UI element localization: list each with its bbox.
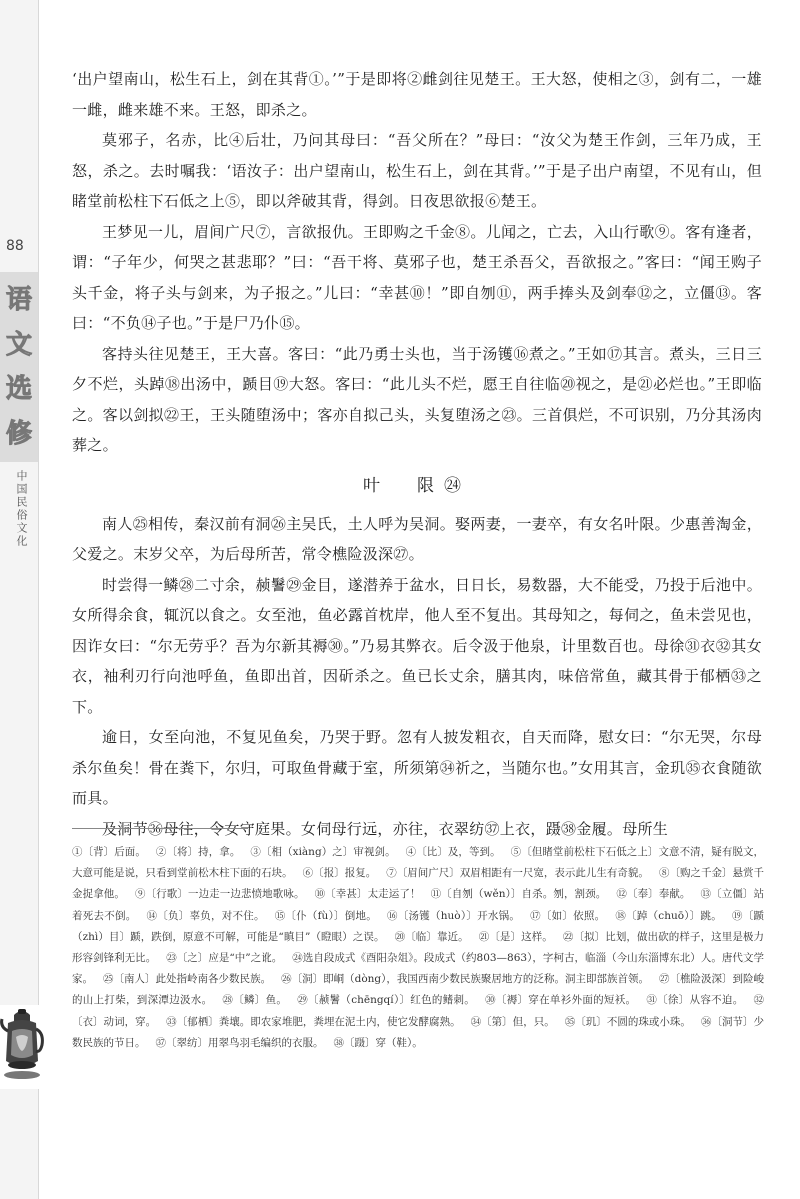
footnote-item: ⑰〔如〕依照。 (530, 909, 606, 922)
footnote-item: ㉝〔郁栖〕粪壤。即农家堆肥，粪埋在泥土内，使它发酵腐熟。 (166, 1015, 461, 1028)
footnote-item: ㉞〔第〕但，只。 (470, 1015, 555, 1028)
paragraph: 南人㉕相传，秦汉前有洞㉖主吴氏，土人呼为吴洞。娶两妻，一妻卒，有女名叶限。少惠善淘金，父爱之。末岁父卒，为后母所苦，常令樵险汲深㉗。 (72, 514, 762, 563)
footnote-item: ①〔背〕后面。 (72, 846, 146, 858)
footnote-item: ㊳〔蹑〕穿（鞋）。 (333, 1036, 423, 1049)
footnote-item: ⑨〔行歌〕一边走一边悲愤地歌咏。 (135, 888, 305, 901)
paragraph: 及洞节㊱母往，令女守庭果。女伺母行远，亦往，衣翠纺㊲上衣，蹑㊳金履。母所生 (102, 819, 669, 838)
paragraph: ‘出户望南山，松生石上，剑在其背①。’”于是即将②雌剑往见楚王。王大怒，使相之③，剑有二，一雄一雌，雌来雄不来。王怒，即杀之。 (72, 70, 762, 119)
paragraph: 王梦见一儿，眉间广尺⑦，言欲报仇。王即购之千金⑧。儿闻之，亡去，入山行歌⑨。客有逢者，谓：“子年少，何哭之甚悲耶？”曰：“吾干将、莫邪子也，楚王杀吾父，吾欲报之。”客曰：“闻王购子头千金，将子头与剑来，为子报之。”儿曰：“幸甚⑩！”即自刎⑪，两手捧头及剑奉⑫之，立僵⑬。客曰：“不负⑭子也。”于是尸乃仆⑮。 (72, 222, 762, 332)
teapot-icon (0, 1005, 44, 1089)
series-title-char: 修 (5, 418, 32, 449)
footnote-item: ㉖〔洞〕即峒（dòng），我国西南少数民族聚居地方的泛称。洞主即部族首领。 (281, 973, 649, 986)
footnote-item: ㉙〔赪鬐（chēngqí）〕红色的鳍刺。 (297, 994, 476, 1007)
footnote-item: ⑮〔仆（fù）〕倒地。 (274, 909, 378, 922)
footnote-item: ⑭〔负〕辜负，对不住。 (146, 909, 265, 922)
page-number: 88 (6, 238, 24, 254)
footnote-item: ㉑〔是〕这样。 (478, 930, 553, 943)
footnote-item: ④〔比〕及，等到。 (405, 846, 501, 858)
footnote-item: ⑱〔踔（chuō）〕跳。 (615, 909, 723, 922)
footnote-item: ⑧〔购之千金〕悬赏千金捉拿他。 (72, 867, 765, 901)
footnote-item: ㊲〔翠纺〕用翠鸟羽毛编织的衣服。 (155, 1036, 324, 1049)
footnote-item: ⑦〔眉间广尺〕双眉相距有一尺宽，表示此儿生有奇貌。 (386, 867, 649, 880)
footnote-item: ⑯〔汤镬（huò）〕开水锅。 (387, 909, 521, 922)
footnote-item: ㊱〔洞节〕少数民族的节日。 (72, 1015, 765, 1049)
series-title-band (0, 272, 38, 462)
series-title-char: 语 (5, 285, 32, 316)
series-subtitle: 中国民俗文化 (15, 470, 28, 548)
footnote-item: ⑥〔报〕报复。 (302, 867, 377, 880)
footnote-item: ㉚〔褥〕穿在单衫外面的短袄。 (485, 994, 637, 1007)
footnote-item: ⑬〔立僵〕站着死去不倒。 (72, 888, 765, 922)
paragraph: 客持头往见楚王，王大喜。客曰：“此乃勇士头也，当于汤镬⑯煮之。”王如⑰其言。煮头，三日三夕不烂，头踔⑱出汤中，踬目⑲大怒。客曰：“此儿头不烂，愿王自往临⑳视之，是㉑必烂也。”王即临之。客以剑拟㉒王，王头随堕汤中；客亦自拟己头，头复堕汤之㉓。三首俱烂，不可识别，乃分其汤肉葬之。 (72, 344, 762, 454)
footnote-divider (72, 828, 248, 829)
footnote-item: ㉗〔樵险汲深〕到险峻的山上打柴，到深潭边汲水。 (72, 973, 765, 1007)
margin-sidebar (0, 0, 39, 1199)
series-title-char: 文 (5, 329, 32, 360)
footnotes (72, 842, 764, 1054)
paragraph: 莫邪子，名赤，比④后壮，乃问其母曰：“吾父所在？”母曰：“汝父为楚王作剑，三年乃成，王怒，杀之。去时嘱我：‘语汝子：出户望南山，松生石上，剑在其背。’”于是子出户南望，不见有山，但睹堂前松柱下石低之上⑤，即以斧破其背，得剑。日夜思欲报⑥楚王。 (72, 131, 762, 210)
footnote-item: ㉓〔之〕应是“中”之讹。 (166, 952, 283, 965)
footnote-item: ⑳〔临〕靠近。 (394, 930, 469, 943)
footnote-item: ㉟〔玑〕不圆的珠或小珠。 (564, 1015, 691, 1028)
footnote-item: ㉒〔拟〕比划，做出砍的样子，这里是极力形容剑锋利无比。 (72, 930, 765, 965)
article-body (72, 64, 762, 844)
footnote-item: ⑫〔奉〕奉献。 (616, 888, 691, 901)
footnote-item: ⑤〔但睹堂前松柱下石低之上〕文意不清，疑有脱文，大意可能是说，只看到堂前松木柱下面的石块。 (72, 846, 765, 880)
paragraph: 时尝得一鳞㉘二寸余，赪鬐㉙金目，遂潜养于盆水，日日长，易数器，大不能受，乃投于后池中。女所得余食，辄沉以食之。女至池，鱼必露首枕岸，他人至不复出。其母知之，每伺之，鱼未尝见也，因诈女曰：“尔无劳乎？吾为尔新其褥㉚。”乃易其弊衣。后令汲于他泉，计里数百也。母徐㉛衣㉜其女衣，袖利刃行向池呼鱼，鱼即出首，因斫杀之。鱼已长丈余，膳其肉，味倍常鱼，藏其骨于郁栖㉝之下。 (72, 575, 762, 716)
footnote-item: ⑪〔自刎（wěn）〕自杀。刎，割颈。 (430, 888, 607, 901)
footnote-item: ㉘〔鳞〕鱼。 (222, 994, 288, 1007)
series-title-char: 选 (5, 374, 32, 405)
footnote-item: ⑩〔幸甚〕太走运了！ (314, 888, 421, 901)
footnote-item: ③〔相（xiàng）之〕审视剑。 (250, 846, 396, 858)
footnote-item: ②〔将〕持，拿。 (155, 846, 241, 858)
section-title: 叶 限㉔ (363, 475, 471, 496)
footnote-item: ⑲〔踬（zhì）目〕踬，跌倒，原意不可解，可能是“瞋目”（瞪眼）之误。 (72, 909, 765, 943)
footnote-item: ㉛〔徐〕从容不迫。 (646, 994, 744, 1007)
paragraph: 逾日，女至向池，不复见鱼矣，乃哭于野。忽有人披发粗衣，自天而降，慰女曰：“尔无哭，尔母杀尔鱼矣！骨在粪下，尔归，可取鱼骨藏于室，所须第㉞祈之，当随尔也。”女用其言，金玑㉟衣食随欲而具。 (72, 728, 762, 807)
footnote-item: ㉔选自段成式《酉阳杂俎》。段成式（约803—863），字柯古，临淄（今山东淄博东北）人。唐代文学家。 (72, 952, 764, 986)
footnote-item: ㉜〔衣〕动词，穿。 (72, 994, 765, 1028)
footnote-item: ㉕〔南人〕此处指岭南各少数民族。 (103, 973, 272, 986)
